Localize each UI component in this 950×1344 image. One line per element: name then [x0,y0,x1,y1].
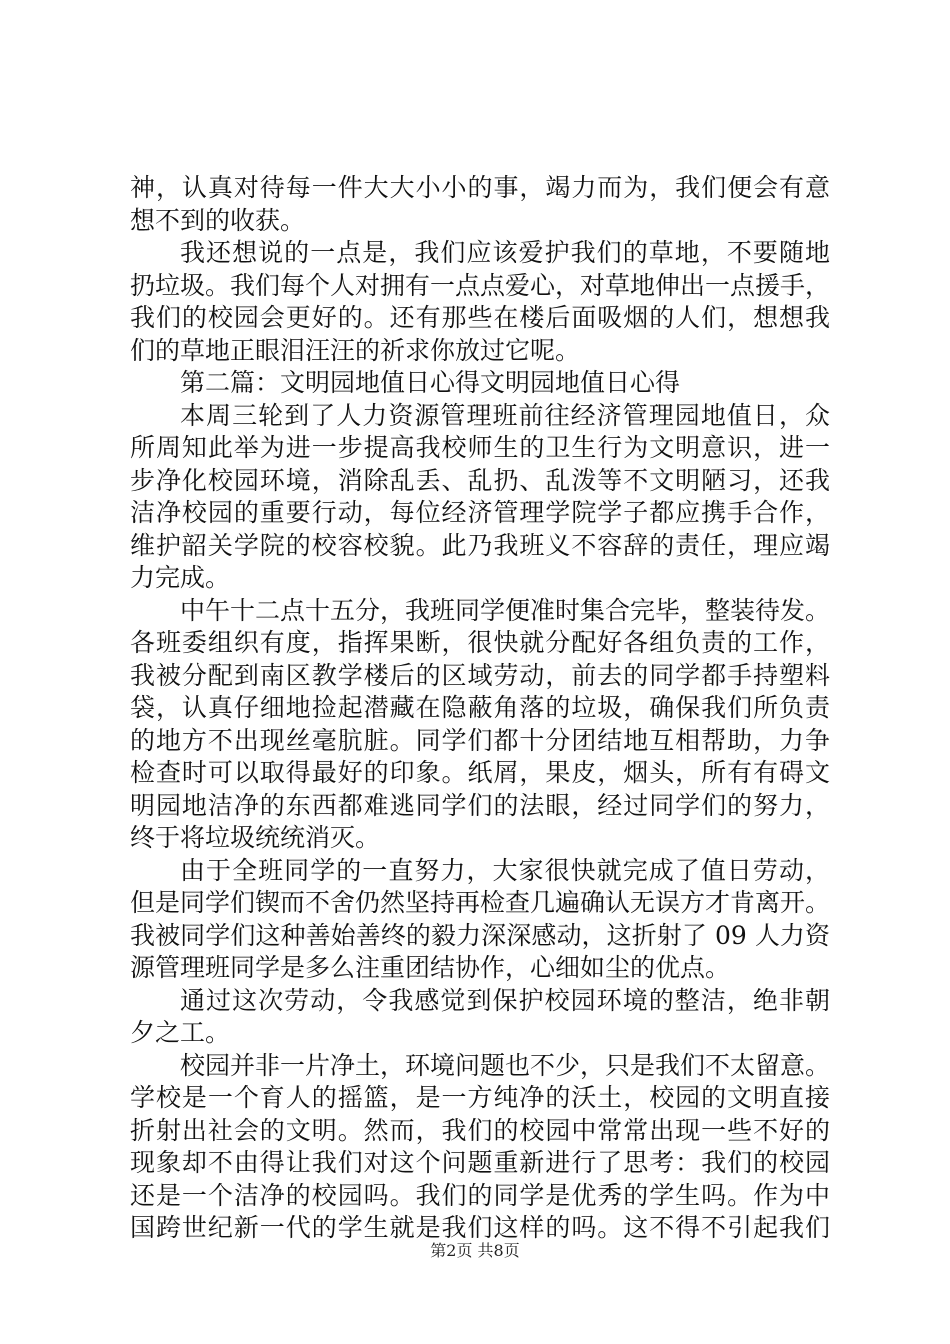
text-line: 维护韶关学院的校容校貌。此乃我班义不容辞的责任，理应竭 [130,530,830,560]
paragraph-first-line: 中午十二点十五分，我班同学便准时集合完毕，整装待发。 [180,595,831,625]
document-body [130,172,830,1245]
text-line: 步净化校园环境，消除乱丢、乱扔、乱泼等不文明陋习，还我 [130,465,830,495]
text-line: 源管理班同学是多么注重团结协作，心细如尘的优点。 [130,953,731,982]
text-line: 们的草地正眼泪汪汪的祈求你放过它呢。 [130,335,581,365]
text-line: 我被分配到南区教学楼后的区域劳动，前去的同学都手持塑料 [130,660,830,690]
text-line: 检查时可以取得最好的印象。纸屑，果皮，烟头，所有有碍文 [130,758,830,787]
section-heading: 第二篇：文明园地值日心得文明园地值日心得 [180,368,681,397]
text-line: 折射出社会的文明。然而，我们的校园中常常出现一些不好的 [130,1115,830,1145]
paragraph-first-line: 本周三轮到了人力资源管理班前往经济管理园地值日，众 [180,400,830,430]
text-line: 神，认真对待每一件大大小小的事，竭力而为，我们便会有意 [130,173,830,202]
paragraph-first-line: 校园并非一片净土，环境问题也不少，只是我们不太留意。 [180,1050,831,1080]
text-line: 但是同学们锲而不舍仍然坚持再检查几遍确认无误方才肯离开。 [130,888,831,917]
text-line: 的地方不出现丝毫肮脏。同学们都十分团结地互相帮助，力争 [130,725,830,755]
text-line: 各班委组织有度，指挥果断，很快就分配好各组负责的工作， [130,628,830,657]
text-line: 力完成。 [130,563,231,592]
text-line: 想不到的收获。 [130,205,306,235]
text-line: 我被同学们这种善始善终的毅力深深感动，这折射了 09 人力资 [130,920,830,950]
text-line: 明园地洁净的东西都难逃同学们的法眼，经过同学们的努力， [130,790,830,820]
text-line: 袋，认真仔细地捡起潜藏在隐蔽角落的垃圾，确保我们所负责 [130,693,830,722]
paragraph-first-line: 由于全班同学的一直努力，大家很快就完成了值日劳动， [180,855,830,885]
paragraph-first-line: 我还想说的一点是，我们应该爱护我们的草地，不要随地 [180,238,830,267]
text-line: 国跨世纪新一代的学生就是我们这样的吗。这不得不引起我们 [130,1213,830,1242]
text-line: 夕之工。 [130,1018,231,1047]
page-footer: 第2页 共8页 [430,1241,520,1260]
text-line: 洁净校园的重要行动，每位经济管理学院学子都应携手合作， [130,498,830,527]
text-line: 我们的校园会更好的。还有那些在楼后面吸烟的人们，想想我 [130,303,830,332]
text-line: 现象却不由得让我们对这个问题重新进行了思考：我们的校园 [130,1148,830,1177]
text-line: 终于将垃圾统统消灭。 [130,823,381,852]
text-line: 学校是一个育人的摇篮，是一方纯净的沃土，校园的文明直接 [130,1083,830,1112]
text-line: 扔垃圾。我们每个人对拥有一点点爱心，对草地伸出一点援手， [130,270,831,300]
paragraph-first-line: 通过这次劳动，令我感觉到保护校园环境的整洁，绝非朝 [180,985,830,1015]
text-line: 所周知此举为进一步提高我校师生的卫生行为文明意识，进一 [130,433,830,462]
text-line: 还是一个洁净的校园吗。我们的同学是优秀的学生吗。作为中 [130,1180,830,1210]
